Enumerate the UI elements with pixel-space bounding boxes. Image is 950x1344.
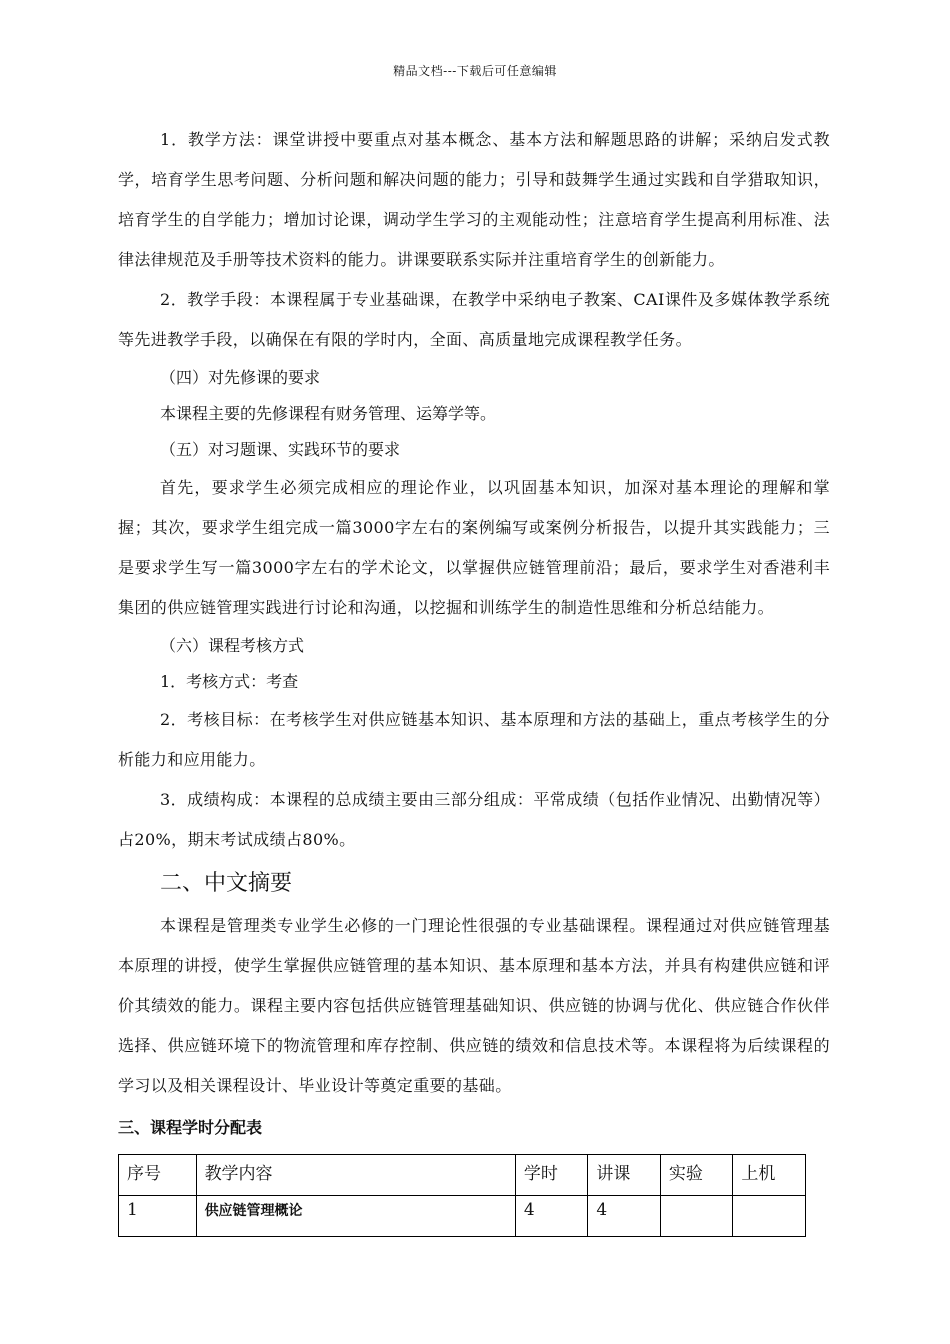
heading-hours-table: 三、课程学时分配表 [118, 1118, 263, 1137]
paragraph-teaching-method: 1．教学方法：课堂讲授中要重点对基本概念、基本方法和解题思路的讲解；采纳启发式教学，培育学生思考问题、分析问题和解决问题的能力；引导和鼓舞学生通过实践和自学猎取知识，培育学生的自学能力；增加讨论课，调动学生学习的主观能动性；注意培育学生提高利用标准、法律法律规范及手册等技术资料的能力。讲课要联系实际并注重培育学生的创新能力。 [118, 130, 830, 269]
row-experiment [660, 1196, 733, 1237]
row-index: 1 [119, 1196, 197, 1237]
grade-composition: 3．成绩构成：本课程的总成绩主要由三部分组成：平常成绩（包括作业情况、出勤情况等）占20%，期末考试成绩占80%。 [118, 790, 830, 849]
header-experiment: 实验 [660, 1155, 733, 1196]
header-content: 教学内容 [196, 1155, 515, 1196]
row-content: 供应链管理概论 [196, 1196, 515, 1237]
paragraph-teaching-means: 2．教学手段：本课程属于专业基础课，在教学中采纳电子教案、CAI课件及多媒体教学系统等先进教学手段，以确保在有限的学时内，全面、高质量地完成课程教学任务。 [118, 290, 830, 349]
row-computer [733, 1196, 806, 1237]
header-lecture: 讲课 [588, 1155, 661, 1196]
table-row [119, 1196, 806, 1237]
paragraph-abstract: 本课程是管理类专业学生必修的一门理论性很强的专业基础课程。课程通过对供应链管理基本原理的讲授，使学生掌握供应链管理的基本知识、基本原理和基本方法，并具有构建供应链和评价其绩效的能力。课程主要内容包括供应链管理基础知识、供应链的协调与优化、供应链合作伙伴选择、供应链环境下的物流管理和库存控制、供应链的绩效和信息技术等。本课程将为后续课程的学习以及相关课程设计、毕业设计等奠定重要的基础。 [118, 916, 830, 1095]
row-hours: 4 [515, 1196, 588, 1237]
paragraph-practice: 首先，要求学生必须完成相应的理论作业，以巩固基本知识，加深对基本理论的理解和掌握；其次，要求学生组完成一篇3000字左右的案例编写或案例分析报告，以提升其实践能力；三是要求学生写一篇3000字左右的学术论文，以掌握供应链管理前沿；最后，要求学生对香港利丰集团的供应链管理实践进行讨论和沟通，以挖掘和训练学生的制造性思维和分析总结能力。 [118, 478, 830, 617]
header-computer: 上机 [733, 1155, 806, 1196]
page-header: 精品文档---下载后可任意编辑 [393, 64, 557, 78]
header-index: 序号 [119, 1155, 197, 1196]
assessment-method: 1．考核方式：考查 [160, 672, 299, 691]
header-hours: 学时 [515, 1155, 588, 1196]
hours-table [118, 1154, 806, 1237]
table-header-row [119, 1155, 806, 1196]
document-body [118, 120, 830, 1237]
section-prerequisites: （四）对先修课的要求 [160, 368, 321, 387]
heading-chinese-abstract: 二、中文摘要 [160, 871, 293, 896]
assessment-goal: 2．考核目标：在考核学生对供应链基本知识、基本原理和方法的基础上，重点考核学生的分析能力和应用能力。 [118, 710, 830, 769]
row-lecture: 4 [588, 1196, 661, 1237]
section-practice: （五）对习题课、实践环节的要求 [160, 440, 401, 459]
paragraph-prerequisites: 本课程主要的先修课程有财务管理、运筹学等。 [160, 404, 497, 423]
section-assessment: （六）课程考核方式 [160, 636, 305, 655]
